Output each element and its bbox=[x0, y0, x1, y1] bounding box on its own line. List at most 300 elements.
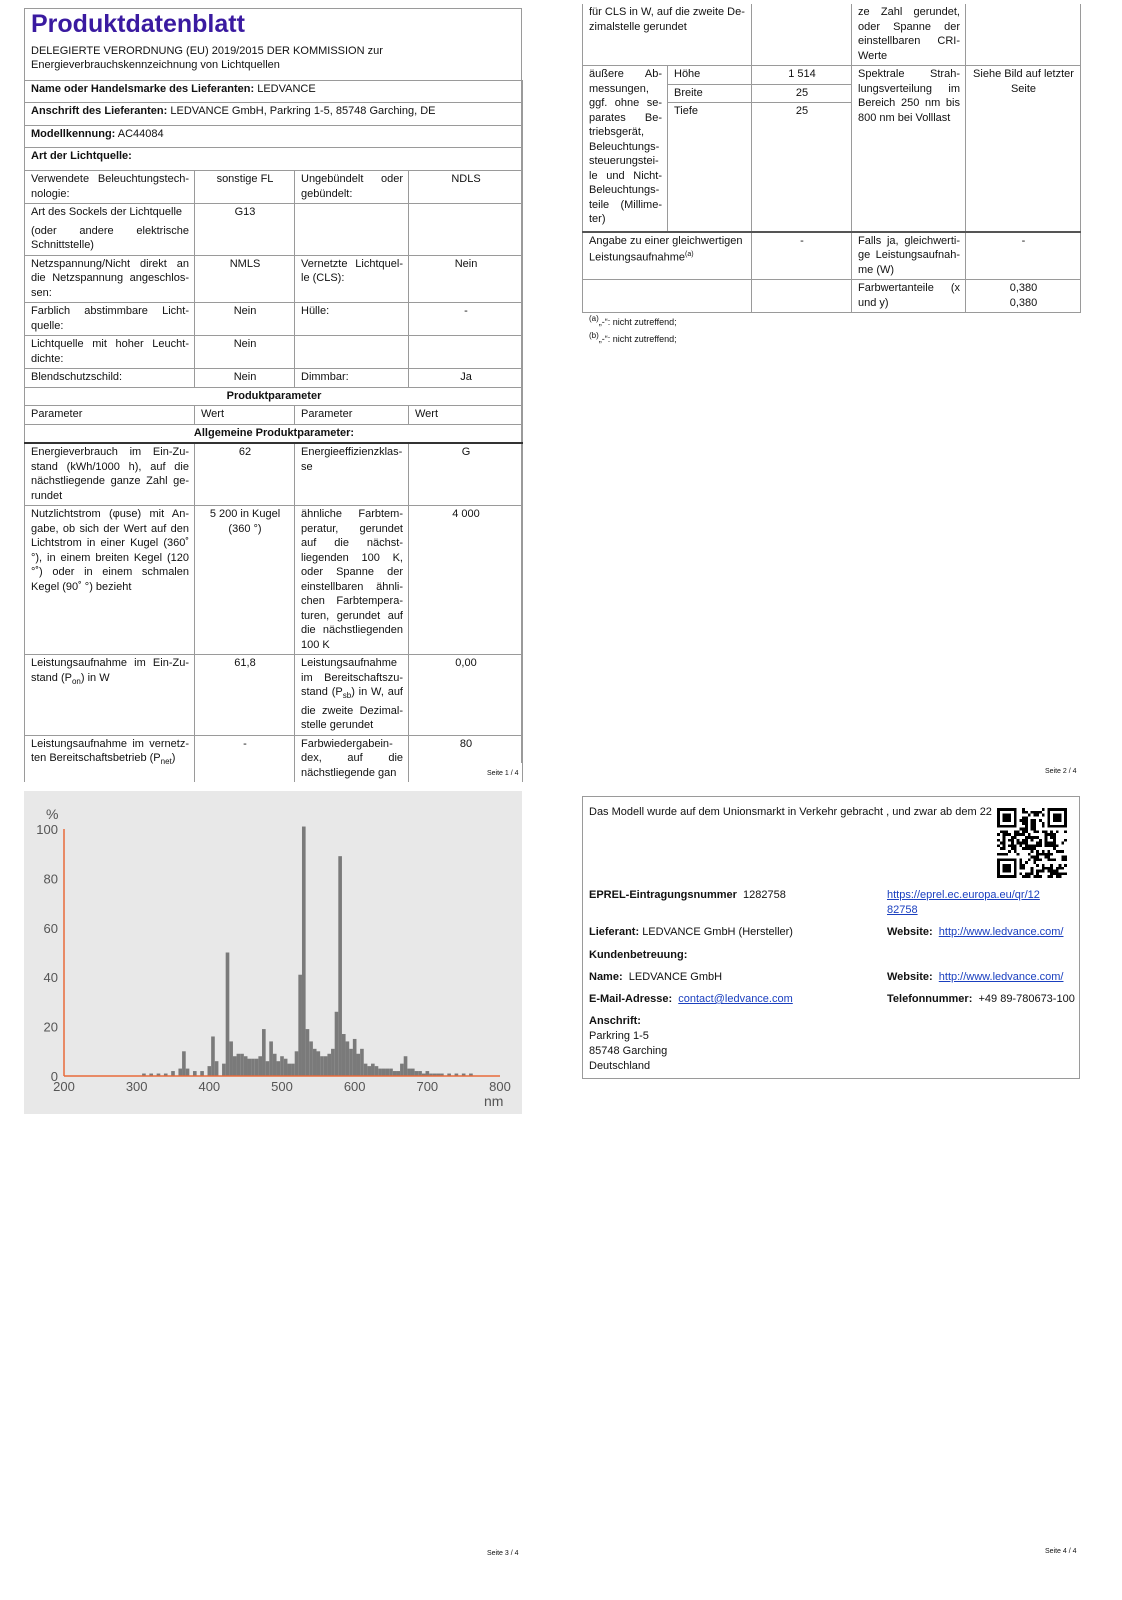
x-tick-label: 500 bbox=[271, 1079, 293, 1094]
qr-module bbox=[1031, 867, 1034, 870]
qr-module bbox=[1022, 830, 1025, 833]
website2-link[interactable]: http://www.ledvance.com/ bbox=[938, 971, 1064, 983]
spectrum-bar bbox=[269, 1041, 273, 1076]
footnote-a-text: „-“: nicht zutreffend; bbox=[598, 317, 677, 327]
qr-module bbox=[1028, 847, 1031, 850]
qr-module bbox=[1028, 858, 1031, 861]
qr-module bbox=[1031, 872, 1034, 875]
qr-module bbox=[1064, 830, 1067, 833]
address-line1: Parkring 1-5 bbox=[589, 1030, 649, 1042]
psb-label-cell bbox=[295, 655, 409, 736]
spectrum-bar bbox=[291, 1064, 295, 1076]
spectrum-bar bbox=[266, 1061, 270, 1076]
x-axis-label: nm bbox=[484, 1093, 504, 1109]
eprel-label: EPREL-Eintragungsnummer bbox=[589, 889, 737, 901]
page4-number: Seite 4 / 4 bbox=[1045, 1548, 1077, 1555]
x-tick-label: 700 bbox=[416, 1079, 439, 1094]
highlum-label: Lichtquelle mit hoher Leuchtdichte: bbox=[25, 336, 195, 369]
bundled-label: Ungebündelt oder gebündelt: bbox=[295, 171, 409, 204]
qr-module bbox=[1022, 842, 1025, 845]
qr-module bbox=[997, 844, 1000, 847]
qr-module bbox=[1022, 816, 1025, 819]
website-link[interactable]: http://www.ledvance.com/ bbox=[938, 926, 1064, 938]
qr-module bbox=[1003, 839, 1006, 842]
spectrum-bar bbox=[247, 1059, 251, 1076]
pon-value: 61,8 bbox=[195, 655, 295, 736]
eprel-link-line2[interactable]: 82758 bbox=[887, 904, 918, 916]
qr-module bbox=[1064, 858, 1067, 861]
qr-module bbox=[1042, 853, 1045, 856]
model-value: AC44084 bbox=[117, 128, 164, 140]
qr-module bbox=[1045, 830, 1048, 833]
eprel-link[interactable] bbox=[887, 888, 1040, 918]
dimmable-value: Ja bbox=[409, 369, 523, 388]
socket-value: G13 bbox=[195, 204, 295, 256]
qr-module bbox=[1047, 844, 1050, 847]
spectrum-bar bbox=[389, 1069, 393, 1076]
qr-module bbox=[1036, 870, 1039, 873]
support-label: Kundenbetreuung: bbox=[589, 949, 688, 961]
tunable-label: Farblich abstimmbare Lichtquelle: bbox=[25, 303, 195, 336]
qr-module bbox=[1036, 814, 1039, 817]
qr-module bbox=[1045, 833, 1048, 836]
qr-module bbox=[1022, 839, 1025, 842]
name-label: Name: bbox=[589, 971, 623, 983]
qr-module bbox=[1059, 867, 1062, 870]
website2-row bbox=[887, 970, 1064, 985]
qr-module bbox=[1022, 847, 1025, 850]
spectrum-bar bbox=[349, 1049, 353, 1076]
x-tick-label: 600 bbox=[343, 1079, 366, 1094]
spectrum-chart bbox=[24, 791, 522, 1114]
width-label: Breite bbox=[668, 84, 752, 103]
qr-module bbox=[1050, 858, 1053, 861]
eprel-row bbox=[589, 888, 786, 903]
qr-module bbox=[1050, 836, 1053, 839]
spectrum-bar bbox=[407, 1069, 411, 1076]
qr-module bbox=[1036, 844, 1039, 847]
qr-module bbox=[1047, 870, 1050, 873]
qr-module bbox=[1011, 839, 1014, 842]
qr-module bbox=[1028, 814, 1031, 817]
y-tick-label: 80 bbox=[43, 871, 58, 887]
qr-module bbox=[1028, 872, 1031, 875]
spd-value: Siehe Bild auf letzter Seite bbox=[966, 66, 1081, 232]
height-label: Höhe bbox=[668, 66, 752, 85]
qr-module bbox=[1056, 850, 1059, 853]
qr-module bbox=[1025, 811, 1028, 814]
spectrum-bar bbox=[371, 1064, 375, 1076]
lightsource-table bbox=[24, 170, 523, 782]
qr-module bbox=[1042, 850, 1045, 853]
qr-module bbox=[1053, 842, 1056, 845]
qr-module bbox=[1042, 870, 1045, 873]
y-tick-label: 20 bbox=[43, 1019, 58, 1035]
cri-value: 80 bbox=[409, 735, 523, 782]
empty-cell bbox=[409, 336, 523, 369]
page3-number: Seite 3 / 4 bbox=[487, 1550, 519, 1557]
qr-module bbox=[1022, 822, 1025, 825]
socket-label2: (oder andere elektrische Schnittstelle) bbox=[31, 224, 189, 251]
qr-module bbox=[1003, 830, 1006, 833]
qr-module bbox=[1050, 870, 1053, 873]
email-row bbox=[589, 992, 793, 1007]
qr-module bbox=[1056, 867, 1059, 870]
qr-module bbox=[1031, 836, 1034, 839]
qr-module bbox=[1025, 819, 1028, 822]
qr-module bbox=[1014, 830, 1017, 833]
empty-cell bbox=[966, 4, 1081, 66]
qr-module bbox=[1033, 856, 1036, 859]
qr-module bbox=[1047, 858, 1050, 861]
spectrum-bar bbox=[302, 827, 306, 1076]
qr-module bbox=[1031, 819, 1034, 822]
x-tick-label: 300 bbox=[125, 1079, 148, 1094]
spectrum-bar bbox=[251, 1059, 255, 1076]
pon-label-cell bbox=[25, 655, 195, 736]
qr-module bbox=[1019, 828, 1022, 831]
qr-module bbox=[1042, 867, 1045, 870]
psb-value: 0,00 bbox=[409, 655, 523, 736]
empty-cell bbox=[752, 280, 852, 313]
qr-module bbox=[997, 839, 1000, 842]
spectrum-bar bbox=[378, 1069, 382, 1076]
spectrum-bar bbox=[356, 1054, 360, 1076]
spectrum-bar bbox=[284, 1059, 288, 1076]
spectrum-bar bbox=[298, 975, 302, 1076]
qr-module bbox=[1061, 867, 1064, 870]
bundled-value: NDLS bbox=[409, 171, 523, 204]
qr-module bbox=[1033, 819, 1036, 822]
equiv-label: Angabe zu einer gleichwertigen Leistungsaufnahme bbox=[589, 234, 743, 264]
cls-label: Vernetzte Lichtquelle (CLS): bbox=[295, 255, 409, 303]
col-param-2: Parameter bbox=[295, 406, 409, 425]
spectrum-bar bbox=[226, 953, 230, 1077]
qr-module bbox=[1036, 858, 1039, 861]
supplier-address-cell bbox=[25, 103, 523, 126]
address-line3: Deutschland bbox=[589, 1060, 651, 1072]
x-tick-label: 200 bbox=[53, 1079, 75, 1094]
page2-number: Seite 2 / 4 bbox=[1045, 768, 1077, 775]
supplier-label: Lieferant: bbox=[589, 926, 640, 938]
qr-module bbox=[1019, 872, 1022, 875]
cls-value: Nein bbox=[409, 255, 523, 303]
qr-module bbox=[1050, 864, 1053, 867]
chroma-values bbox=[966, 280, 1081, 313]
qr-module bbox=[1025, 872, 1028, 875]
qr-module bbox=[1028, 836, 1031, 839]
qr-module bbox=[1017, 853, 1020, 856]
empty-cell bbox=[752, 4, 852, 66]
phone-value: +49 89-780673-100 bbox=[978, 993, 1075, 1005]
qr-module bbox=[1003, 836, 1006, 839]
qr-module bbox=[1000, 853, 1003, 856]
cct-label: ähnliche Farbtemperatur, gerundet auf die nächstliegenden 100 K, oder Spanne der einstellbaren ähnlichen Farbtemperaturen, gerundet auf die nächstliegenden 100 K bbox=[295, 506, 409, 655]
qr-module bbox=[1059, 864, 1062, 867]
qr-module bbox=[1053, 847, 1056, 850]
qr-module bbox=[1050, 867, 1053, 870]
qr-module bbox=[1047, 856, 1050, 859]
qr-module bbox=[1025, 839, 1028, 842]
supplier-name-cell bbox=[25, 81, 523, 103]
qr-module bbox=[1056, 875, 1059, 878]
qr-module bbox=[1059, 850, 1062, 853]
qr-finder bbox=[1053, 814, 1061, 822]
supplier-row bbox=[589, 925, 793, 940]
spectrum-bar bbox=[342, 1034, 346, 1076]
dims-label: äußere Abmessungen, ggf. ohne separates Betriebsgerät, Beleuchtungssteuerungsteile und Nicht-Beleuchtungsteile (Millimeter) bbox=[583, 66, 668, 232]
qr-module bbox=[1042, 822, 1045, 825]
spectrum-bar bbox=[222, 1064, 226, 1076]
equiv-value: - bbox=[752, 232, 852, 280]
spectrum-bar bbox=[273, 1054, 277, 1076]
pnet-value: - bbox=[195, 735, 295, 782]
email-link[interactable]: contact@ledvance.com bbox=[678, 993, 793, 1005]
qr-module bbox=[1033, 875, 1036, 878]
psb-label-end: ) in W, auf die zweite Dezimalstelle gerundet bbox=[301, 686, 403, 732]
email-label: E-Mail-Adresse: bbox=[589, 993, 673, 1005]
socket-label: Art des Sockels der Lichtquelle bbox=[31, 206, 183, 218]
qr-module bbox=[1036, 830, 1039, 833]
qr-module bbox=[1019, 844, 1022, 847]
qr-module bbox=[1050, 872, 1053, 875]
pon-label: Leistungsaufnahme im Ein-Zustand (P bbox=[31, 657, 189, 684]
qr-module bbox=[1017, 842, 1020, 845]
qr-module bbox=[1019, 842, 1022, 845]
qr-module bbox=[1025, 847, 1028, 850]
qr-module bbox=[1028, 853, 1031, 856]
pnet-cont: für CLS in W, auf die zweite Dezimalstelle gerundet bbox=[583, 4, 752, 66]
qr-module bbox=[1014, 844, 1017, 847]
qr-module bbox=[1014, 847, 1017, 850]
spectrum-bar bbox=[208, 1066, 212, 1076]
qr-module bbox=[1039, 842, 1042, 845]
lightsource-type-label: Art der Lichtquelle: bbox=[25, 148, 523, 171]
psb-label: Leistungsaufnahme im Bereitschaftszustand (P bbox=[301, 657, 403, 698]
chroma-x: 0,380 bbox=[1009, 282, 1038, 294]
qr-module bbox=[1011, 842, 1014, 845]
qr-module bbox=[1011, 844, 1014, 847]
psb-sub: sb bbox=[342, 691, 352, 701]
website-row bbox=[887, 925, 1064, 940]
chroma-label: Farbwertanteile (x und y) bbox=[852, 280, 966, 313]
qr-module bbox=[1003, 844, 1006, 847]
spectrum-bar bbox=[338, 856, 342, 1076]
eff-class-label: Energieeffizienzklasse bbox=[295, 443, 409, 506]
depth-label: Tiefe bbox=[668, 103, 752, 232]
qr-module bbox=[1036, 864, 1039, 867]
footnote-a-sup: (a) bbox=[589, 314, 599, 323]
qr-module bbox=[1053, 839, 1056, 842]
col-value-1: Wert bbox=[195, 406, 295, 425]
qr-module bbox=[1031, 828, 1034, 831]
qr-module bbox=[1019, 819, 1022, 822]
address-line2: 85748 Garching bbox=[589, 1045, 668, 1057]
supplier-name-label: Name oder Handelsmarke des Lieferanten: bbox=[31, 83, 255, 95]
qr-module bbox=[1031, 850, 1034, 853]
pon-sub: on bbox=[71, 676, 81, 686]
qr-module bbox=[1045, 839, 1048, 842]
qr-module bbox=[1033, 836, 1036, 839]
qr-module bbox=[1003, 833, 1006, 836]
qr-module bbox=[1056, 830, 1059, 833]
qr-module bbox=[1059, 875, 1062, 878]
qr-module bbox=[1011, 847, 1014, 850]
spectrum-bar bbox=[229, 1041, 233, 1076]
spectrum-bar bbox=[367, 1066, 371, 1076]
spectrum-bar bbox=[182, 1051, 186, 1076]
qr-module bbox=[1045, 836, 1048, 839]
qr-module bbox=[1061, 850, 1064, 853]
cri-cont: ze Zahl gerundet, oder Spanne der einstellbaren CRI-Werte bbox=[852, 4, 966, 66]
qr-finder bbox=[1003, 814, 1011, 822]
qr-module bbox=[997, 853, 1000, 856]
qr-module bbox=[1039, 858, 1042, 861]
website-label: Website: bbox=[887, 926, 933, 938]
empty-cell bbox=[583, 280, 752, 313]
qr-module bbox=[1033, 847, 1036, 850]
mains-value: NMLS bbox=[195, 255, 295, 303]
empty-cell bbox=[409, 204, 523, 256]
energy-label: Energieverbrauch im Ein-Zustand (kWh/1000 h), auf die nächstliegende ganze Zahl gerundet bbox=[25, 443, 195, 506]
width-value: 25 bbox=[752, 84, 852, 103]
flux-label: Nutzlichtstrom (φuse) mit Angabe, ob sich der Wert auf den Lichtstrom in einer Kugel (360˚ °), in einem breiten Kegel (120 °˚) oder in einem schmalen Kegel (90˚ °) bezieht bbox=[25, 506, 195, 655]
qr-module bbox=[1003, 853, 1006, 856]
support-name-row bbox=[589, 970, 722, 985]
supplier-value: LEDVANCE GmbH (Hersteller) bbox=[642, 926, 793, 938]
qr-module bbox=[1022, 867, 1025, 870]
mains-label: Netzspannung/Nicht direkt an die Netzspannung angeschlossen: bbox=[25, 255, 195, 303]
qr-module bbox=[1000, 842, 1003, 845]
spectrum-bar bbox=[255, 1059, 259, 1076]
qr-module bbox=[1036, 872, 1039, 875]
spectrum-bar bbox=[258, 1056, 262, 1076]
qr-module bbox=[1036, 853, 1039, 856]
tech-value: sonstige FL bbox=[195, 171, 295, 204]
qr-module bbox=[1014, 850, 1017, 853]
y-tick-label: 40 bbox=[43, 970, 58, 986]
tech-label: Verwendete Beleuchtungstechnologie: bbox=[25, 171, 195, 204]
qr-module bbox=[1059, 872, 1062, 875]
spectrum-bar bbox=[280, 1056, 284, 1076]
qr-module bbox=[1025, 836, 1028, 839]
address-label: Anschrift: bbox=[589, 1015, 641, 1027]
qr-code[interactable] bbox=[997, 808, 1067, 878]
pnet-sub: net bbox=[160, 757, 172, 767]
qr-module bbox=[1042, 864, 1045, 867]
col-param-1: Parameter bbox=[25, 406, 195, 425]
qr-module bbox=[1005, 833, 1008, 836]
name-value: LEDVANCE GmbH bbox=[628, 971, 723, 983]
qr-module bbox=[1050, 844, 1053, 847]
qr-module bbox=[1025, 816, 1028, 819]
qr-module bbox=[1061, 856, 1064, 859]
y-tick-label: 0 bbox=[50, 1069, 58, 1084]
qr-module bbox=[1033, 822, 1036, 825]
x-tick-label: 400 bbox=[198, 1079, 221, 1094]
qr-module bbox=[1000, 830, 1003, 833]
spectrum-bar bbox=[277, 1061, 281, 1076]
regulation-line1: DELEGIERTE VERORDNUNG (EU) 2019/2015 DER KOMMISSION zur bbox=[31, 45, 383, 57]
qr-module bbox=[1005, 853, 1008, 856]
spectrum-bar bbox=[237, 1054, 241, 1076]
page1-number: Seite 1 / 4 bbox=[487, 770, 519, 777]
qr-module bbox=[1017, 833, 1020, 836]
qr-module bbox=[1005, 830, 1008, 833]
qr-module bbox=[1033, 861, 1036, 864]
spectrum-bar bbox=[346, 1041, 350, 1076]
qr-module bbox=[1033, 814, 1036, 817]
qr-module bbox=[1036, 856, 1039, 859]
pnet-label-cell bbox=[25, 735, 195, 782]
qr-module bbox=[1036, 836, 1039, 839]
eprel-link-line1[interactable]: https://eprel.ec.europa.eu/qr/12 bbox=[887, 889, 1040, 901]
qr-module bbox=[1031, 847, 1034, 850]
spectrum-bar bbox=[244, 1056, 248, 1076]
spd-label: Spektrale Strahlungsverteilung im Bereich 250 nm bis 800 nm bei Volllast bbox=[852, 66, 966, 232]
dimmable-label: Dimmbar: bbox=[295, 369, 409, 388]
qr-module bbox=[1061, 842, 1064, 845]
qr-module bbox=[1028, 833, 1031, 836]
col-value-2: Wert bbox=[409, 406, 523, 425]
pnet-label: Leistungsaufnahme im vernetzten Bereitschaftsbetrieb (P bbox=[31, 737, 189, 765]
qr-module bbox=[1022, 833, 1025, 836]
qr-module bbox=[1017, 830, 1020, 833]
spectrum-bar bbox=[375, 1066, 379, 1076]
qr-module bbox=[1039, 839, 1042, 842]
qr-module bbox=[1036, 875, 1039, 878]
qr-module bbox=[1047, 875, 1050, 878]
regulation-line2: Energieverbrauchskennzeichnung von Lichtquellen bbox=[31, 59, 280, 71]
spectrum-bar bbox=[353, 1039, 357, 1076]
equiv-sup: (a) bbox=[685, 251, 694, 258]
y-tick-label: 100 bbox=[36, 822, 58, 837]
qr-module bbox=[1064, 856, 1067, 859]
qr-module bbox=[1053, 836, 1056, 839]
glare-value: Nein bbox=[195, 369, 295, 388]
address-block bbox=[589, 1014, 667, 1074]
spectrum-bar bbox=[335, 1012, 339, 1076]
model-cell bbox=[25, 126, 523, 148]
qr-module bbox=[1039, 811, 1042, 814]
qr-module bbox=[1022, 811, 1025, 814]
empty-cell bbox=[295, 204, 409, 256]
qr-module bbox=[1050, 830, 1053, 833]
spectrum-bar bbox=[262, 1029, 266, 1076]
qr-module bbox=[1031, 856, 1034, 859]
page2-table bbox=[582, 4, 1081, 313]
qr-module bbox=[1003, 847, 1006, 850]
qr-module bbox=[1064, 872, 1067, 875]
footnote-b bbox=[589, 329, 677, 346]
qr-module bbox=[1019, 833, 1022, 836]
qr-module bbox=[1056, 870, 1059, 873]
spectrum-bar bbox=[287, 1064, 291, 1076]
spectrum-bar bbox=[240, 1054, 244, 1076]
qr-module bbox=[1031, 825, 1034, 828]
eff-class-value: G bbox=[409, 443, 523, 506]
qr-module bbox=[1050, 853, 1053, 856]
qr-module bbox=[1056, 872, 1059, 875]
spectrum-bar bbox=[404, 1056, 408, 1076]
qr-module bbox=[1042, 808, 1045, 811]
qr-module bbox=[1022, 864, 1025, 867]
pon-label-end: ) in W bbox=[80, 671, 110, 684]
qr-module bbox=[1025, 875, 1028, 878]
qr-module bbox=[1003, 842, 1006, 845]
qr-module bbox=[1017, 839, 1020, 842]
empty-cell bbox=[295, 336, 409, 369]
